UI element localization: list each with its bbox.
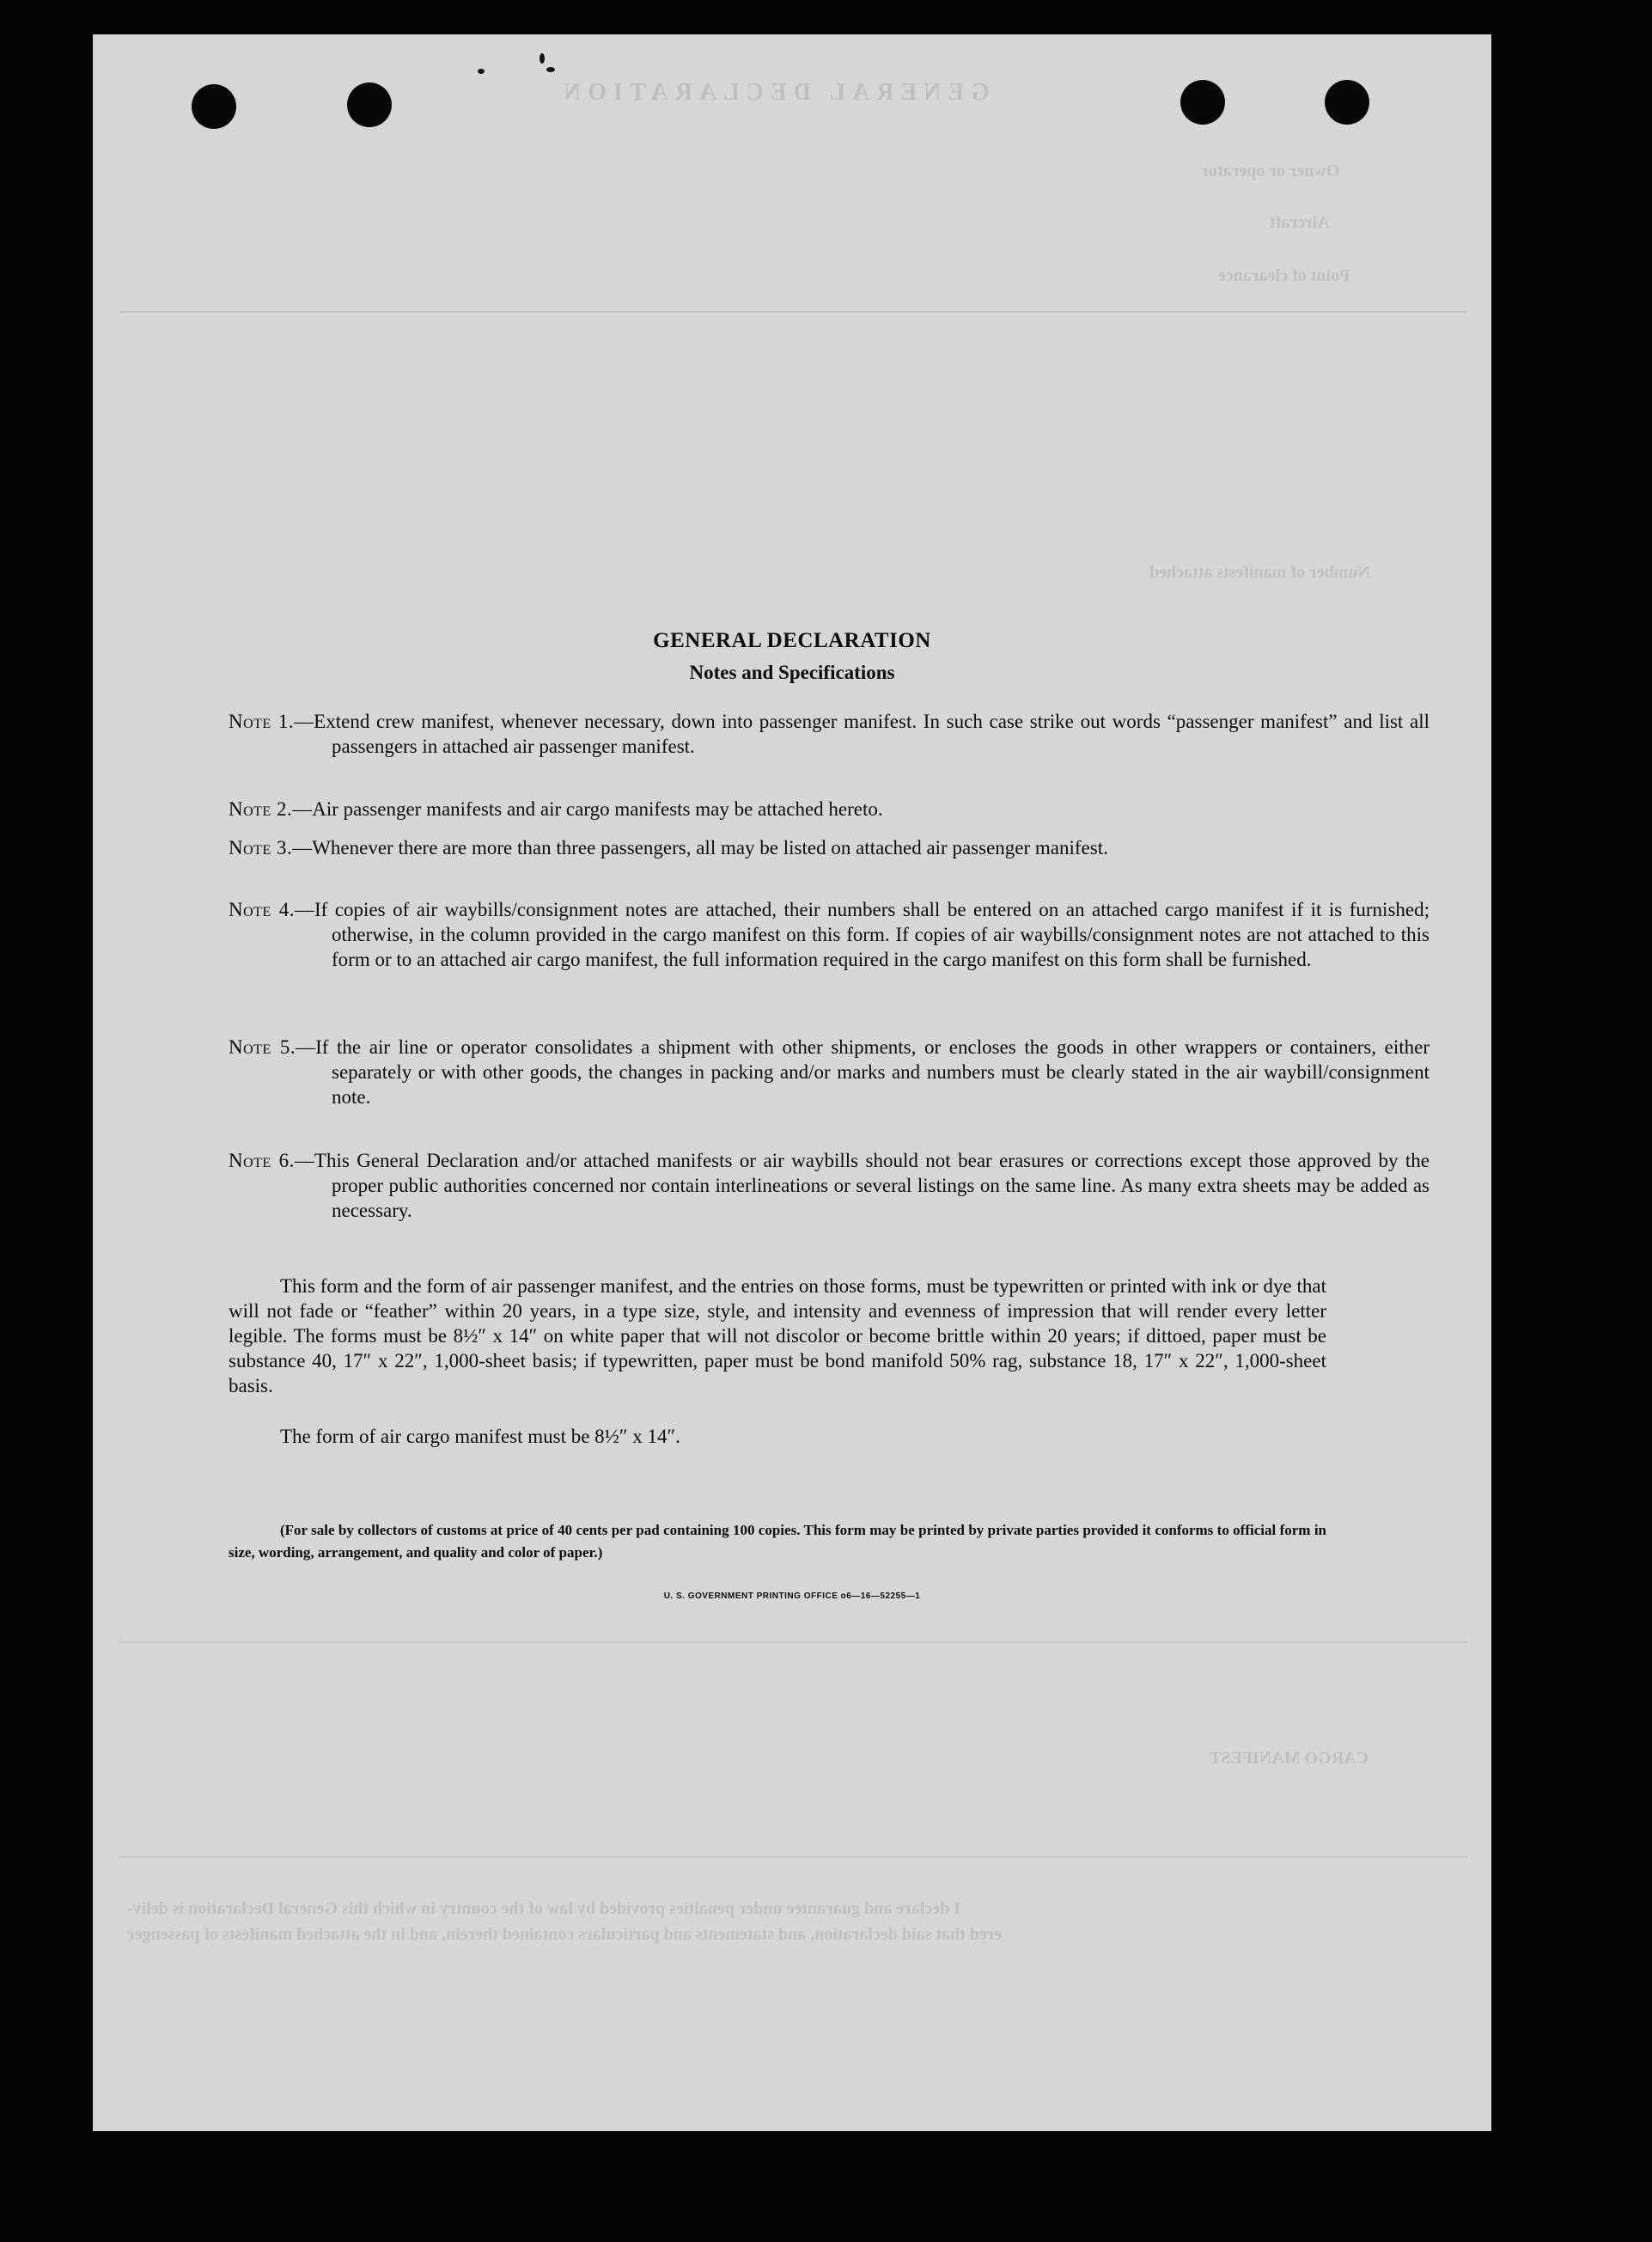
- page-title: GENERAL DECLARATION: [653, 629, 931, 652]
- note-label: Note 2.: [229, 798, 293, 820]
- note-label: Note 5.: [229, 1036, 296, 1058]
- page-subtitle: Notes and Specifications: [689, 662, 895, 683]
- bleed-through-text: ered that said declaration, and statements and particulars contained therein, and in the attached manifests of passenger: [127, 1925, 1003, 1944]
- note-text: Air passenger manifests and air cargo manifests may be attached hereto.: [312, 798, 883, 820]
- cargo-manifest-size: The form of air cargo manifest must be 8½″ x 14″.: [280, 1426, 680, 1447]
- note-text: If copies of air waybills/consignment notes are attached, their numbers shall be entered on an attached cargo manifest if it is furnished; otherwise, in the column provided in the cargo manifest on this form. If copies of air waybills/consignment notes are not attached to this form or to an attached air cargo manifest, the full information required in the cargo manifest on this form shall be furnished.: [314, 899, 1429, 970]
- note-text: If the air line or operator consolidates a shipment with other shipments, or encloses the goods in other wrappers or containers, either separately or with other goods, the changes in packing and/or marks and numbers must be clearly stated in the air waybill/consignment note.: [315, 1036, 1429, 1108]
- note-2: Note 2.—Air passenger manifests and air cargo manifests may be attached hereto.: [229, 798, 883, 820]
- bleed-through-text: Number of manifests attached: [1149, 563, 1370, 582]
- note-6: Note 6.—This General Declaration and/or attached manifests or air waybills should not bear erasures or corrections except those approved by the proper public authorities concerned nor contain interlineations or several listings on the same line. As many extra sheets may be added as necessary.: [229, 1150, 1429, 1221]
- bleed-through-text: Owner or operator: [1201, 162, 1340, 180]
- printer-line: U. S. GOVERNMENT PRINTING OFFICE o6—16—52255—1: [663, 1591, 921, 1601]
- note-4: Note 4.—If copies of air waybills/consignment notes are attached, their numbers shall be entered on an attached cargo manifest if it is furnished; otherwise, in the column provided in the cargo manifest on this form. If copies of air waybills/consignment notes are not attached to this form or to an attached air cargo manifest, the full information required in the cargo manifest on this form shall be furnished.: [229, 899, 1429, 970]
- note-text: Whenever there are more than three passengers, all may be listed on attached air passenger manifest.: [312, 837, 1108, 858]
- note-label: Note 3.: [229, 837, 293, 858]
- paper-specification: This form and the form of air passenger manifest, and the entries on those forms, must be typewritten or printed with ink or dye that will not fade or “feather” within 20 years, in a type size, style, and intensity and evenness of impression that will render every letter legible. The forms must be 8½″ x 14″ on white paper that will not discolor or become brittle within 20 years; if dittoed, paper must be substance 40, 17″ x 22″, 1,000-sheet basis; if typewritten, paper must be bond manifold 50% rag, substance 18, 17″ x 22″, 1,000-sheet basis.: [229, 1275, 1326, 1396]
- note-5: Note 5.—If the air line or operator consolidates a shipment with other shipments, or encloses the goods in other wrappers or containers, either separately or with other goods, the changes in packing and/or marks and numbers must be clearly stated in the air waybill/consignment note.: [229, 1036, 1429, 1108]
- note-label: Note 1.: [229, 711, 295, 732]
- note-1: Note 1.—Extend crew manifest, whenever necessary, down into passenger manifest. In such case strike out words “passenger manifest” and list all passengers in attached air passenger manifest.: [229, 711, 1429, 757]
- note-label: Note 6.: [229, 1150, 295, 1171]
- bleed-through-text: I declare and guarantee under penalties provided by law of the country in which this General Declaration is deliv-: [127, 1899, 961, 1918]
- note-label: Note 4.: [229, 899, 295, 920]
- bleed-through-text: GENERAL DECLARATION: [557, 79, 990, 106]
- note-text: Extend crew manifest, whenever necessary, down into passenger manifest. In such case strike out words “passenger manifest” and list all passengers in attached air passenger manifest.: [314, 711, 1429, 757]
- document-page: [93, 34, 1491, 2131]
- sale-notice: (For sale by collectors of customs at price of 40 cents per pad containing 100 copies. This form may be printed by private parties provided it conforms to official form in size, wording, arrangement, and quality and color of paper.): [229, 1522, 1326, 1561]
- bleed-through-text: Point of clearance: [1218, 266, 1350, 285]
- note-text: This General Declaration and/or attached manifests or air waybills should not bear erasures or corrections except those approved by the proper public authorities concerned nor contain interlineations or several listings on the same line. As many extra sheets may be added as necessary.: [314, 1150, 1429, 1221]
- bleed-through-text: CARGO MANIFEST: [1210, 1749, 1369, 1768]
- bleed-through-text: Aircraft: [1270, 213, 1330, 232]
- note-3: Note 3.—Whenever there are more than three passengers, all may be listed on attached air passenger manifest.: [229, 837, 1108, 858]
